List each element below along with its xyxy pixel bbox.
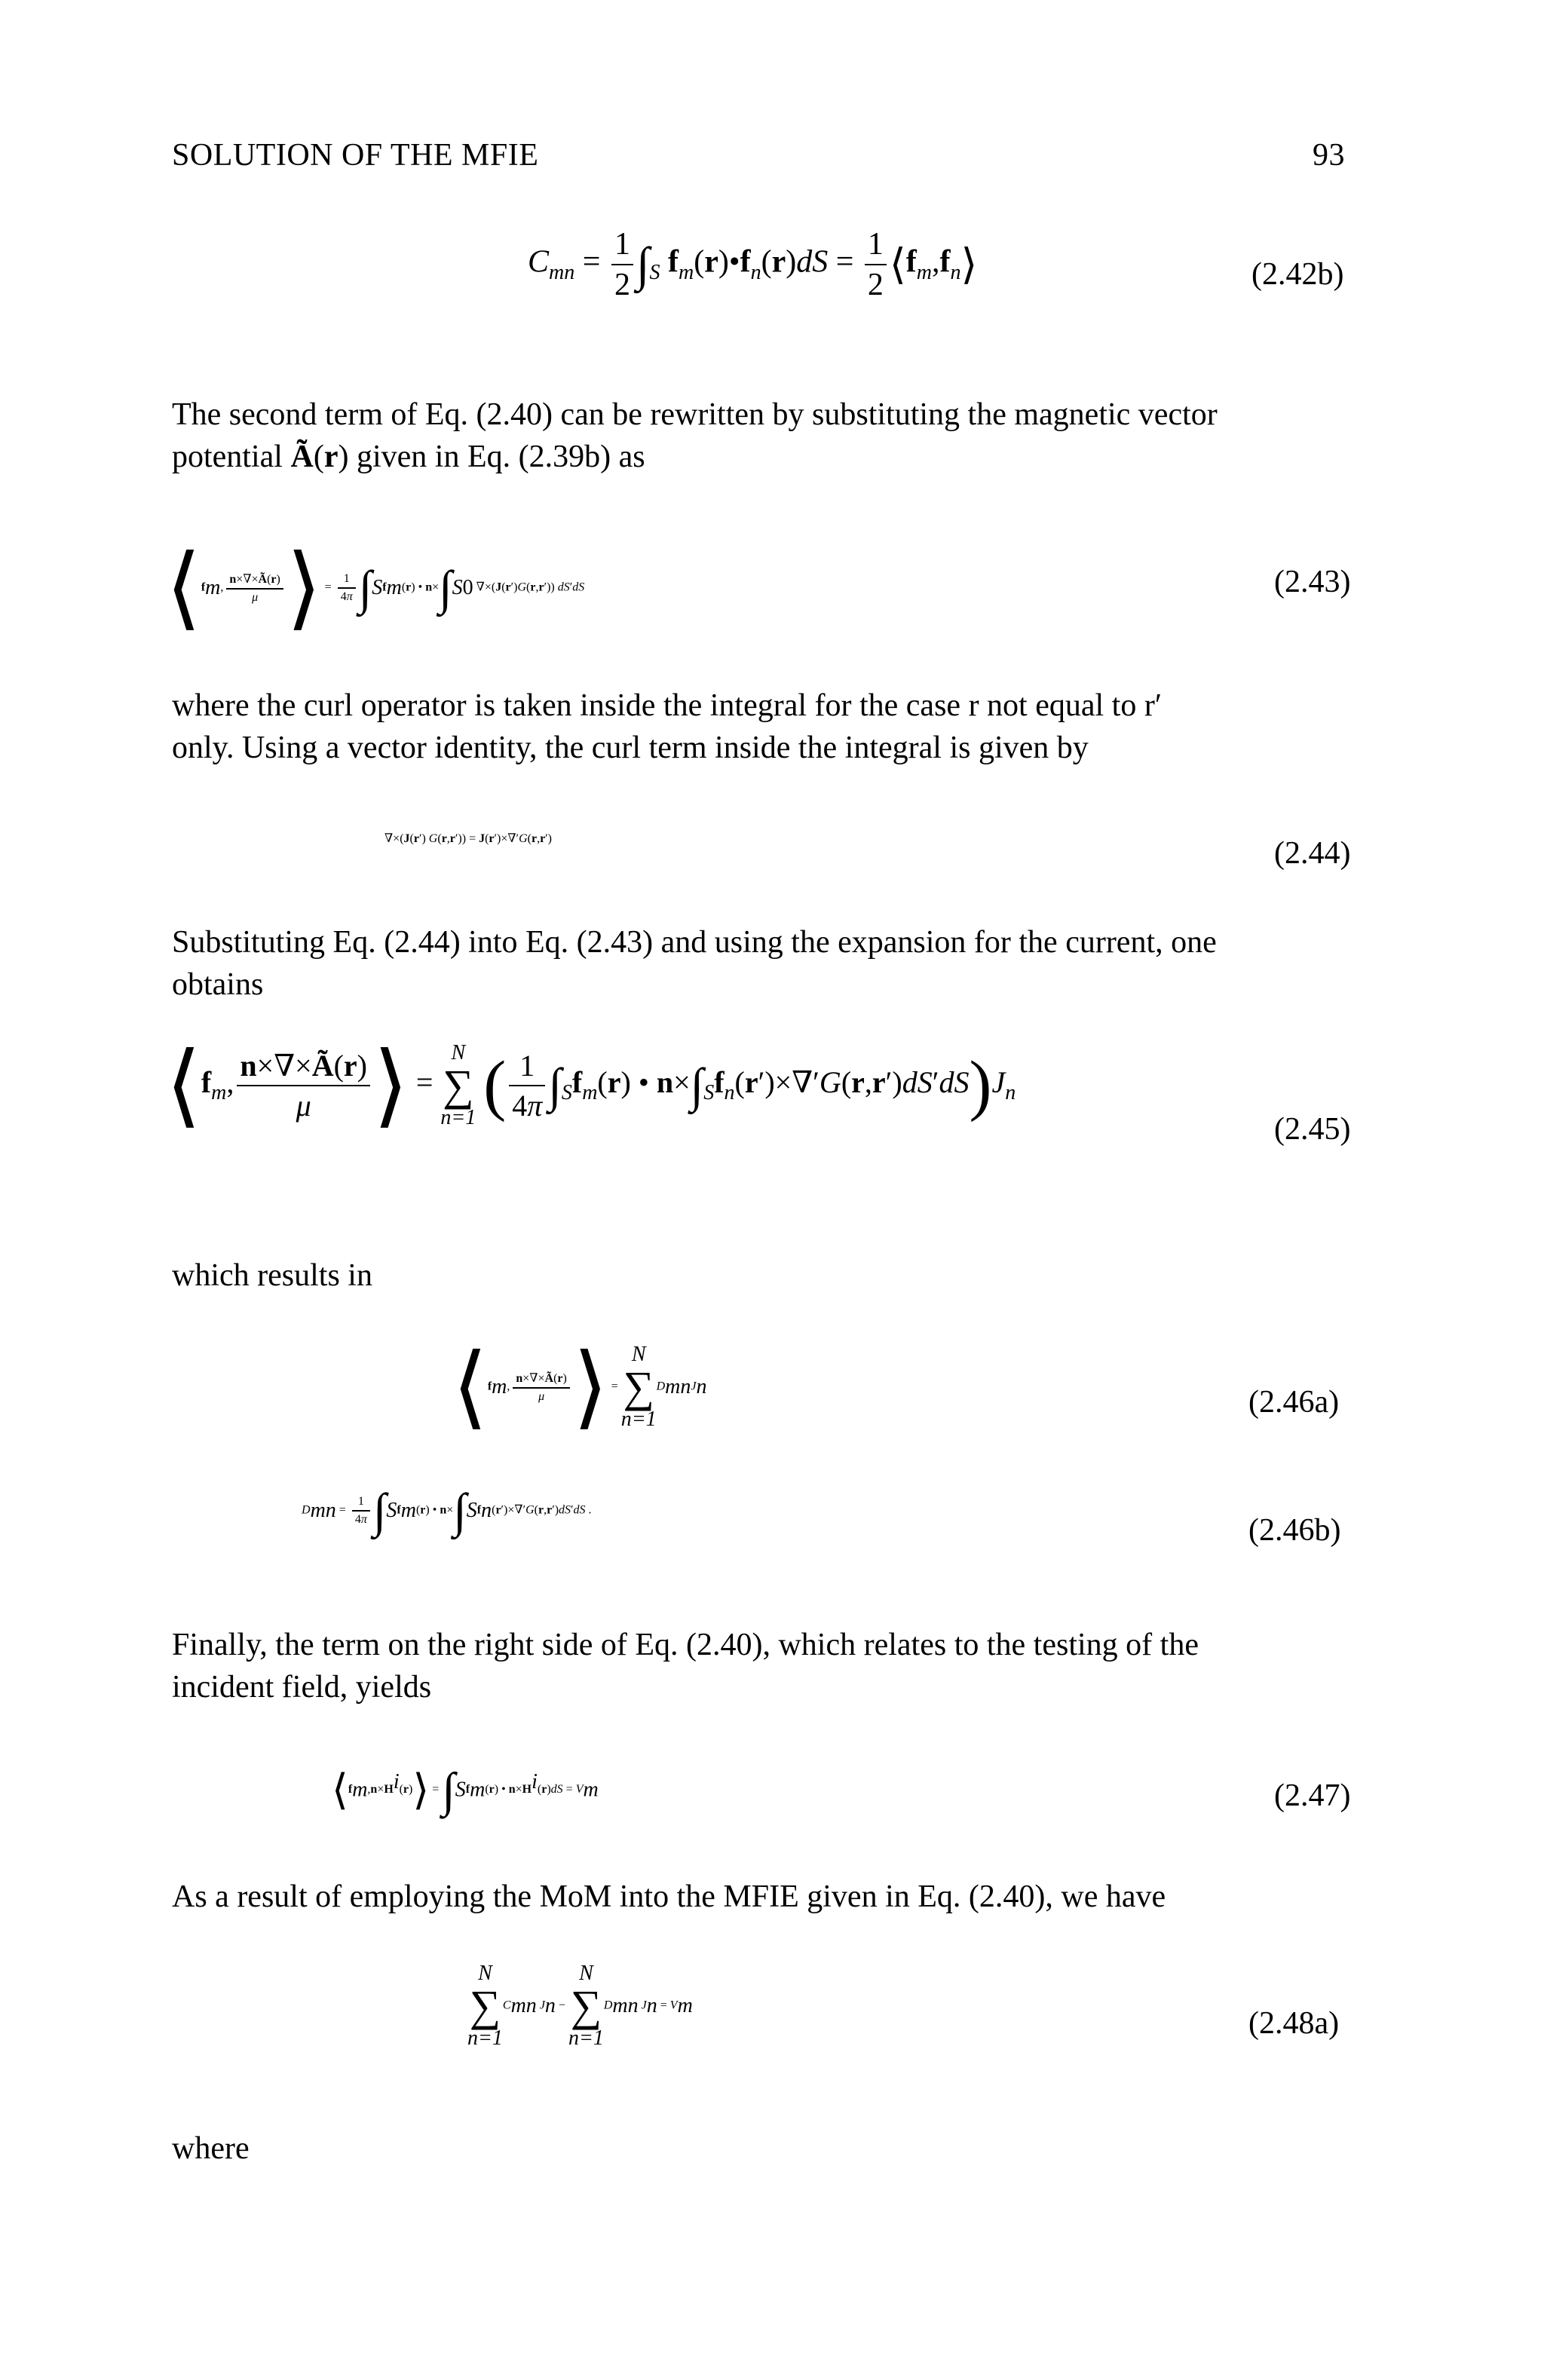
text-line: incident field, yields [172,1670,432,1705]
equation-number: (2.46a) [1248,1385,1340,1420]
equation-number: (2.42b) [1251,257,1344,292]
equation-number: (2.48a) [1248,2006,1340,2041]
page-number: 93 [1313,138,1345,173]
equation-2-45: $⟨f_m$, $\frac{n\times\nabla\times Ã(r)}{\mu}$ ⟩ = N ∑ n=1 ( $\frac{1}{4\pi}$ $\int_Sf_m(r)$ • $n\times\int_Sf_n(r')\times\nabla'G(r,r')dS'dS)J_n$ [166,1035,1016,1135]
paragraph [172,921,1348,1006]
equation-2-46a: $⟨f_m$, $\frac{n\times\nabla\times Ã(r)}{\mu}$ ⟩ = N ∑ n=1 $D_{mn}J_n$ [452,1337,707,1437]
text-line: where the curl operator is taken inside the integral for the case r not equal to r′ [172,688,1163,723]
text-line: Substituting Eq. (2.44) into Eq. (2.43) and using the expansion for the current, one [172,925,1217,960]
paragraph [172,685,1348,769]
equation-2-46b: $D_{mn}$ = $\frac{1}{4\pi}$ $\int_Sf_m(r)$ • $n\times\int_Sf_n(r')\times\nabla'G(r,r')dS'dS$ . [302,1484,592,1537]
equation-number: (2.44) [1274,836,1351,871]
paragraph: which results in [172,1258,372,1293]
running-title: SOLUTION OF THE MFIE [172,138,539,173]
paragraph [172,394,1348,478]
paragraph: As a result of employing the MoM into the MFIE given in Eq. (2.40), we have [172,1879,1166,1914]
equation-number: (2.47) [1274,1778,1351,1813]
paragraph [172,1624,1348,1708]
text-line: potential Ã(r) given in Eq. (2.39b) as [172,440,645,474]
text-line: The second term of Eq. (2.40) can be rewritten by substituting the magnetic vector [172,397,1218,432]
equation-2-47: $⟨f_m,n\times H^i(r)⟩ = \int_Sf_m(r)$ • $n\times H^i(r)dS = V_m$ [332,1763,599,1817]
text-line: Finally, the term on the right side of Eq. (2.40), which relates to the testing of the [172,1628,1199,1662]
paragraph: where [172,2131,250,2166]
equation-number: (2.46b) [1248,1513,1341,1548]
equation-2-48a: N ∑ n=1 $C_{mn}$ $J_n$ − N ∑ n=1 $D_{mn}$ $J_n = V_m$ [467,1962,693,2050]
equation-2-42b: $C_{mn}$ = $\frac{1}{2}$ $\int_S$ $f_m(r)•f_n(r)dS$ = $\frac{1}{2}$ $⟨f_m,f_n⟩$ [528,227,978,302]
equation-2-43: $⟨f_m$, $\frac{n\times\nabla\times Ã(r)}{\mu}$ ⟩ = $\frac{1}{4\pi}$ $\int_Sf_m(r)$ • $n\times\int_{S0}$ ∇×(J(r′)G(r,r′)) dS′dS [166,538,585,638]
equation-number: (2.43) [1274,565,1351,599]
equation-number: (2.45) [1274,1112,1351,1147]
text-line: obtains [172,967,264,1002]
text-line: only. Using a vector identity, the curl term inside the integral is given by [172,731,1089,765]
equation-2-44: ∇×(J(r′) G(r,r′)) = J(r′)×∇′G(r,r′) [384,832,552,845]
